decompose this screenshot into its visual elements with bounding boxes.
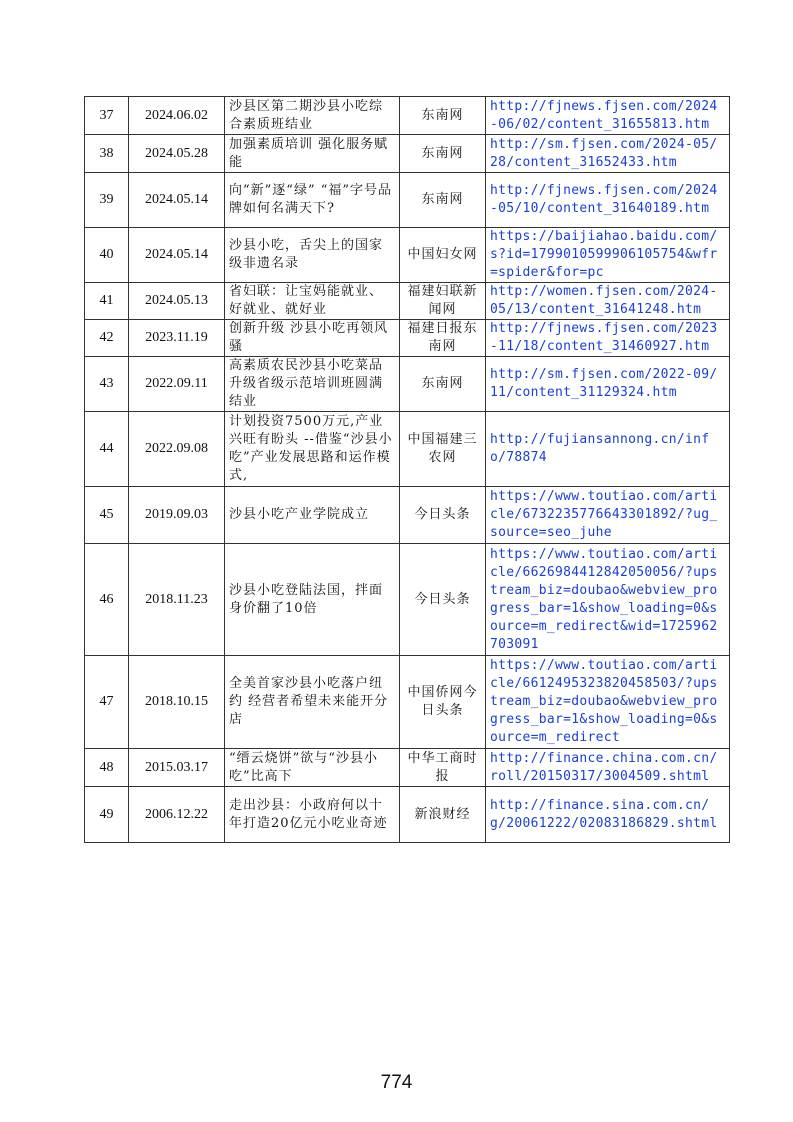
row-title: 沙县区第二期沙县小吃综合素质班结业 [225, 97, 400, 135]
row-number: 39 [85, 173, 129, 228]
row-title: 全美首家沙县小吃落户纽约 经营者希望未来能开分店 [225, 656, 400, 749]
row-date: 2022.09.11 [129, 357, 225, 412]
row-source: 福建日报东南网 [400, 320, 486, 357]
row-date: 2024.05.14 [129, 173, 225, 228]
news-table [84, 96, 730, 843]
table-row [85, 787, 730, 843]
row-number: 38 [85, 135, 129, 173]
row-source: 东南网 [400, 97, 486, 135]
row-url-link[interactable]: http://fujiansannong.cn/info/78874 [486, 412, 730, 487]
row-date: 2024.05.14 [129, 228, 225, 283]
row-source: 东南网 [400, 357, 486, 412]
row-number: 40 [85, 228, 129, 283]
row-source: 中国侨网今日头条 [400, 656, 486, 749]
table-row [85, 228, 730, 283]
row-date: 2024.05.28 [129, 135, 225, 173]
row-url-link[interactable]: https://www.toutiao.com/article/6732235776643301892/?ug_source=seo_juhe [486, 487, 730, 544]
row-number: 48 [85, 749, 129, 787]
row-url-link[interactable]: http://fjnews.fjsen.com/2023-11/18/content_31460927.htm [486, 320, 730, 357]
row-date: 2018.11.23 [129, 544, 225, 656]
row-title: 沙县小吃，舌尖上的国家级非遗名录 [225, 228, 400, 283]
row-url-link[interactable]: https://baijiahao.baidu.com/s?id=1799010599906105754&wfr=spider&for=pc [486, 228, 730, 283]
row-number: 44 [85, 412, 129, 487]
row-title: 计划投资7500万元,产业兴旺有盼头 --借鉴“沙县小吃”产业发展思路和运作模式, [225, 412, 400, 487]
row-date: 2006.12.22 [129, 787, 225, 843]
row-url-link[interactable]: http://finance.sina.com.cn/g/20061222/02083186829.shtml [486, 787, 730, 843]
row-url-link[interactable]: http://sm.fjsen.com/2022-09/11/content_31129324.htm [486, 357, 730, 412]
row-source: 新浪财经 [400, 787, 486, 843]
row-number: 37 [85, 97, 129, 135]
row-title: 沙县小吃登陆法国，拌面身价翻了10倍 [225, 544, 400, 656]
row-number: 46 [85, 544, 129, 656]
row-title: 创新升级 沙县小吃再领风骚 [225, 320, 400, 357]
table-row [85, 749, 730, 787]
row-number: 47 [85, 656, 129, 749]
table-row [85, 412, 730, 487]
row-url-link[interactable]: https://www.toutiao.com/article/6612495323820458503/?upstream_biz=doubao&webview_progress_bar=1&show_loading=0&source=m_redirect [486, 656, 730, 749]
row-url-link[interactable]: https://www.toutiao.com/article/6626984412842050056/?upstream_biz=doubao&webview_progress_bar=1&show_loading=0&source=m_redirect&wid=1725962703091 [486, 544, 730, 656]
row-source: 中华工商时报 [400, 749, 486, 787]
row-source: 福建妇联新闻网 [400, 283, 486, 320]
row-url-link[interactable]: http://women.fjsen.com/2024-05/13/content_31641248.htm [486, 283, 730, 320]
row-date: 2015.03.17 [129, 749, 225, 787]
row-date: 2019.09.03 [129, 487, 225, 544]
table-row [85, 487, 730, 544]
row-url-link[interactable]: http://fjnews.fjsen.com/2024-06/02/content_31655813.htm [486, 97, 730, 135]
row-source: 今日头条 [400, 487, 486, 544]
table-row [85, 357, 730, 412]
row-source: 中国福建三农网 [400, 412, 486, 487]
table-row [85, 173, 730, 228]
row-url-link[interactable]: http://fjnews.fjsen.com/2024-05/10/content_31640189.htm [486, 173, 730, 228]
row-date: 2018.10.15 [129, 656, 225, 749]
row-source: 东南网 [400, 135, 486, 173]
table-row [85, 135, 730, 173]
row-number: 45 [85, 487, 129, 544]
table-row [85, 656, 730, 749]
row-title: 向“新”逐“绿” “福”字号品牌如何名满天下? [225, 173, 400, 228]
table-row [85, 283, 730, 320]
row-number: 49 [85, 787, 129, 843]
row-source: 东南网 [400, 173, 486, 228]
row-url-link[interactable]: http://sm.fjsen.com/2024-05/28/content_31652433.htm [486, 135, 730, 173]
row-number: 41 [85, 283, 129, 320]
row-number: 42 [85, 320, 129, 357]
row-source: 今日头条 [400, 544, 486, 656]
row-date: 2023.11.19 [129, 320, 225, 357]
page-number: 774 [380, 1072, 413, 1093]
row-title: “缙云烧饼”欲与“沙县小吃”比高下 [225, 749, 400, 787]
row-date: 2024.05.13 [129, 283, 225, 320]
row-source: 中国妇女网 [400, 228, 486, 283]
table-row [85, 97, 730, 135]
row-date: 2022.09.08 [129, 412, 225, 487]
row-date: 2024.06.02 [129, 97, 225, 135]
row-title: 省妇联：让宝妈能就业、好就业、就好业 [225, 283, 400, 320]
table-row [85, 544, 730, 656]
row-title: 走出沙县：小政府何以十年打造20亿元小吃业奇迹 [225, 787, 400, 843]
row-title: 沙县小吃产业学院成立 [225, 487, 400, 544]
row-title: 高素质农民沙县小吃菜品升级省级示范培训班圆满结业 [225, 357, 400, 412]
row-number: 43 [85, 357, 129, 412]
row-title: 加强素质培训 强化服务赋能 [225, 135, 400, 173]
table-row [85, 320, 730, 357]
row-url-link[interactable]: http://finance.china.com.cn/roll/20150317/3004509.shtml [486, 749, 730, 787]
